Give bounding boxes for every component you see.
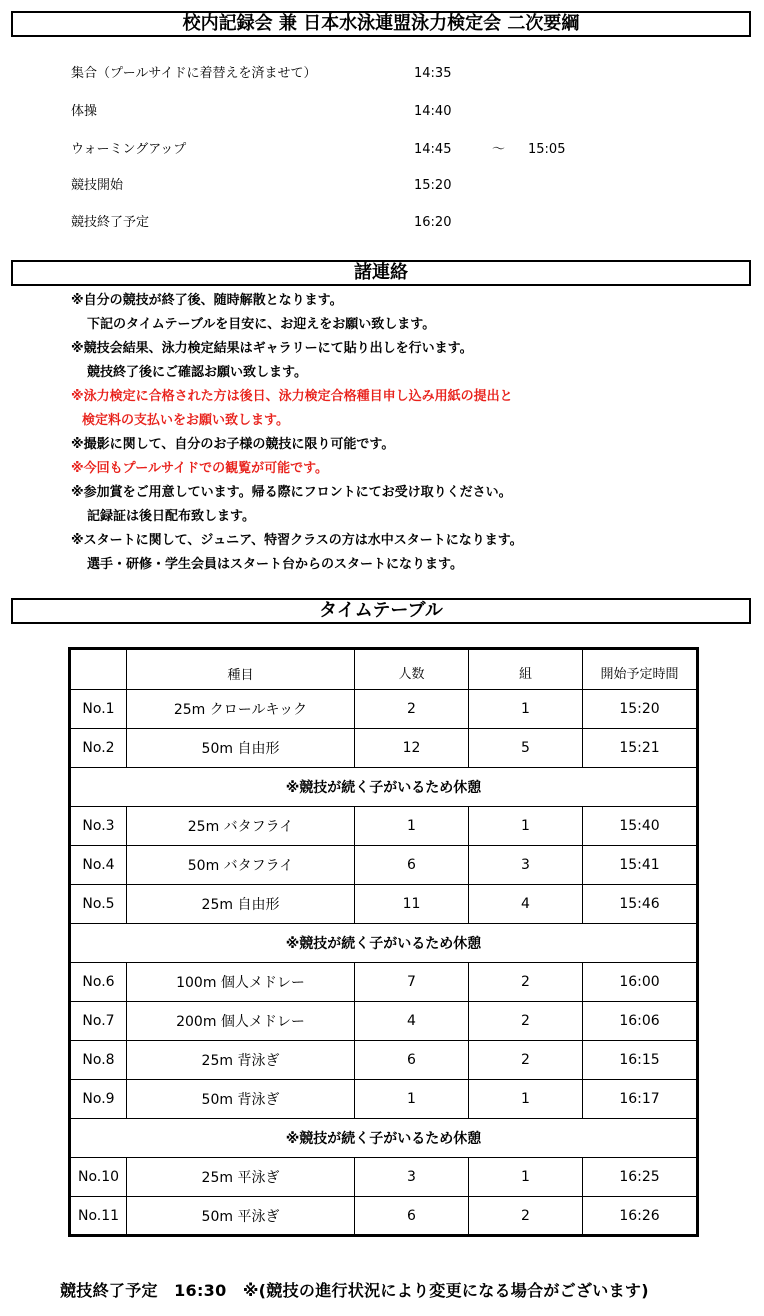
notice-line: ※今回もプールサイドでの観覧が可能です。 [71, 461, 329, 476]
notice-line: ※競技会結果、泳力検定結果はギャラリーにて貼り出しを行います。 [71, 341, 473, 356]
event-number: No.10 [70, 1158, 127, 1197]
table-row [70, 1158, 698, 1197]
group-count: 2 [469, 1002, 583, 1041]
table-header-cell: 組 [469, 649, 583, 690]
event-name: 50m 自由形 [127, 729, 355, 768]
table-row [70, 1002, 698, 1041]
table-header-cell: 開始予定時間 [583, 649, 698, 690]
schedule-label: 体操 [71, 104, 98, 119]
start-time: 15:20 [583, 690, 698, 729]
event-name: 200m 個人メドレー [127, 1002, 355, 1041]
group-count: 2 [469, 1041, 583, 1080]
event-number: No.2 [70, 729, 127, 768]
group-count: 2 [469, 963, 583, 1002]
break-row [70, 768, 698, 807]
event-number: No.5 [70, 885, 127, 924]
participant-count: 11 [355, 885, 469, 924]
table-header-cell [70, 649, 127, 690]
notice-line: 選手・研修・学生会員はスタート台からのスタートになります。 [87, 557, 463, 572]
schedule-time: 14:35 [414, 66, 452, 81]
break-note: ※競技が続く子がいるため休憩 [70, 768, 698, 807]
schedule-label: ウォーミングアップ [71, 142, 187, 157]
participant-count: 12 [355, 729, 469, 768]
participant-count: 1 [355, 1080, 469, 1119]
event-name: 50m バタフライ [127, 846, 355, 885]
notice-line: 検定料の支払いをお願い致します。 [82, 413, 289, 428]
start-time: 16:25 [583, 1158, 698, 1197]
schedule-label: 集合（プールサイドに着替えを済ませて） [71, 66, 317, 81]
group-count: 1 [469, 690, 583, 729]
group-count: 1 [469, 1158, 583, 1197]
schedule-label: 競技開始 [71, 178, 124, 193]
group-count: 4 [469, 885, 583, 924]
group-count: 1 [469, 1080, 583, 1119]
start-time: 15:46 [583, 885, 698, 924]
schedule-label: 競技終了予定 [71, 215, 150, 230]
table-row [70, 885, 698, 924]
schedule-time: 14:45 [414, 142, 452, 157]
participant-count: 6 [355, 1197, 469, 1236]
notice-line: 下記のタイムテーブルを目安に、お迎えをお願い致します。 [87, 317, 436, 332]
participant-count: 3 [355, 1158, 469, 1197]
event-name: 25m 背泳ぎ [127, 1041, 355, 1080]
start-time: 16:17 [583, 1080, 698, 1119]
notice-line: 競技終了後にご確認お願い致します。 [87, 365, 307, 380]
event-name: 100m 個人メドレー [127, 963, 355, 1002]
schedule-range-separator: ～ [492, 142, 506, 157]
event-number: No.7 [70, 1002, 127, 1041]
participant-count: 2 [355, 690, 469, 729]
table-header-cell: 人数 [355, 649, 469, 690]
break-row [70, 924, 698, 963]
notice-line: 記録証は後日配布致します。 [87, 509, 255, 524]
participant-count: 7 [355, 963, 469, 1002]
start-time: 16:15 [583, 1041, 698, 1080]
event-name: 25m バタフライ [127, 807, 355, 846]
event-number: No.8 [70, 1041, 127, 1080]
table-row [70, 690, 698, 729]
table-row [70, 1197, 698, 1236]
footer-note: 競技終了予定 16:30 ※(競技の進行状況により変更になる場合がございます) [60, 1281, 649, 1300]
notice-line: ※スタートに関して、ジュニア、特習クラスの方は水中スタートになります。 [71, 533, 523, 548]
table-row [70, 963, 698, 1002]
event-name: 25m 自由形 [127, 885, 355, 924]
schedule-time: 15:20 [414, 178, 452, 193]
start-time: 15:40 [583, 807, 698, 846]
start-time: 16:00 [583, 963, 698, 1002]
table-row [70, 807, 698, 846]
event-number: No.3 [70, 807, 127, 846]
schedule-time: 14:40 [414, 104, 452, 119]
group-count: 3 [469, 846, 583, 885]
participant-count: 1 [355, 807, 469, 846]
start-time: 15:41 [583, 846, 698, 885]
participant-count: 6 [355, 846, 469, 885]
group-count: 2 [469, 1197, 583, 1236]
break-note: ※競技が続く子がいるため休憩 [70, 924, 698, 963]
participant-count: 6 [355, 1041, 469, 1080]
break-row [70, 1119, 698, 1158]
start-time: 16:26 [583, 1197, 698, 1236]
participant-count: 4 [355, 1002, 469, 1041]
schedule-time: 16:20 [414, 215, 452, 230]
start-time: 16:06 [583, 1002, 698, 1041]
notices-title: 諸連絡 [11, 260, 751, 286]
event-number: No.4 [70, 846, 127, 885]
document-title: 校内記録会 兼 日本水泳連盟泳力検定会 二次要綱 [11, 11, 751, 37]
event-name: 25m 平泳ぎ [127, 1158, 355, 1197]
event-number: No.11 [70, 1197, 127, 1236]
table-header-cell: 種目 [127, 649, 355, 690]
notice-line: ※撮影に関して、自分のお子様の競技に限り可能です。 [71, 437, 395, 452]
notice-line: ※自分の競技が終了後、随時解散となります。 [71, 293, 343, 308]
timetable-title: タイムテーブル [11, 598, 751, 624]
table-row [70, 1041, 698, 1080]
table-header-row [70, 649, 698, 690]
event-name: 25m クロールキック [127, 690, 355, 729]
event-number: No.1 [70, 690, 127, 729]
notice-line: ※泳力検定に合格された方は後日、泳力検定合格種目申し込み用紙の提出と [71, 389, 513, 404]
notice-line: ※参加賞をご用意しています。帰る際にフロントにてお受け取りください。 [71, 485, 512, 500]
event-number: No.9 [70, 1080, 127, 1119]
table-row [70, 1080, 698, 1119]
timetable [68, 647, 699, 1237]
group-count: 1 [469, 807, 583, 846]
break-note: ※競技が続く子がいるため休憩 [70, 1119, 698, 1158]
start-time: 15:21 [583, 729, 698, 768]
group-count: 5 [469, 729, 583, 768]
event-name: 50m 平泳ぎ [127, 1197, 355, 1236]
table-row [70, 729, 698, 768]
schedule-end-time: 15:05 [528, 142, 566, 157]
event-name: 50m 背泳ぎ [127, 1080, 355, 1119]
table-row [70, 846, 698, 885]
event-number: No.6 [70, 963, 127, 1002]
